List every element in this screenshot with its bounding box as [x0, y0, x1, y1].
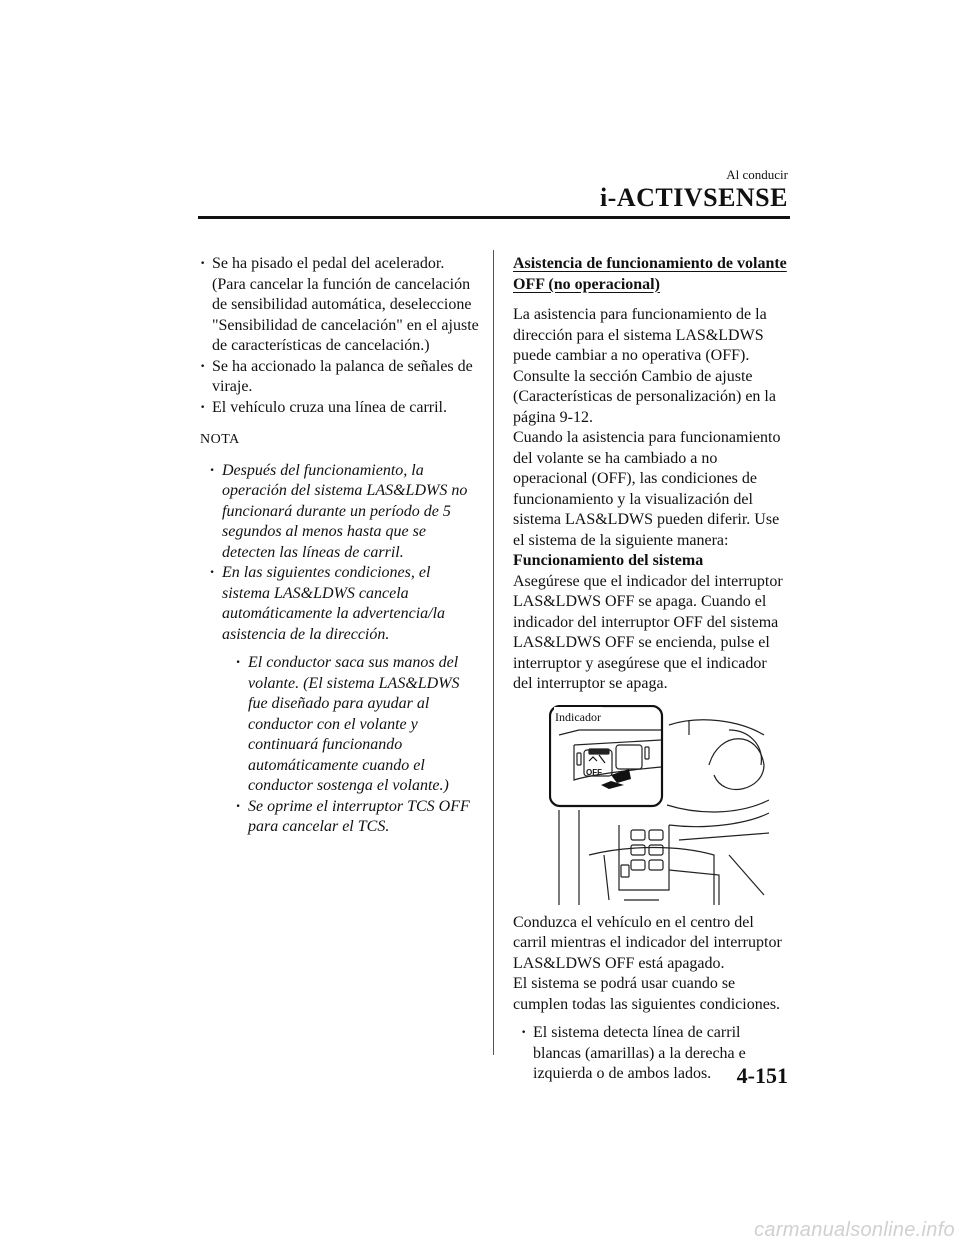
- note-label: NOTA: [200, 432, 240, 447]
- section-title: i-ACTIVSENSE: [599, 183, 788, 212]
- paragraph: El sistema se podrá usar cuando se cumplen todas las siguientes condiciones.: [513, 975, 781, 1013]
- switch-off-text: OFF: [586, 767, 602, 777]
- left-column: [200, 254, 480, 838]
- list-item: · El sistema detecta línea de carril blancas (amarillas) a la derecha e izquierda o de ambos lados.: [521, 1023, 790, 1085]
- section-heading: Asistencia de funcionamiento de volante OFF (no operacional): [513, 255, 787, 293]
- list-item: · Se ha accionado la palanca de señales de viraje.: [200, 357, 480, 398]
- dashboard-illustration: [549, 705, 769, 905]
- section-label: Al conducir: [726, 167, 788, 182]
- paragraph: La asistencia para funcionamiento de la dirección para el sistema LAS&LDWS puede cambiar a no operativa (OFF). Consulte la sección Cambio de ajuste (Características de personalización) en la página 9-12.: [513, 306, 776, 426]
- switch-illustration: [549, 705, 769, 905]
- watermark: carmanualsonline.info: [754, 1219, 955, 1241]
- subheading: Funcionamiento del sistema: [513, 552, 704, 569]
- right-column: [513, 254, 790, 1085]
- note-item: · Después del funcionamiento, la operación del sistema LAS&LDWS no funcionará durante un período de 5 segundos al menos hasta que se detecten las líneas de carril.: [210, 461, 480, 564]
- note-item: · En las siguientes condiciones, el sistema LAS&LDWS cancela automáticamente la advertencia/la asistencia de la dirección.: [210, 563, 480, 645]
- list-item: · El vehículo cruza una línea de carril.: [200, 398, 480, 419]
- header-divider: [198, 216, 790, 219]
- column-divider: [493, 250, 494, 1055]
- list-item: · Se ha pisado el pedal del acelerador. (Para cancelar la función de cancelación de sensibilidad automática, deseleccione "Sensibilidad de cancelación" en el ajuste de características de cancelación.): [200, 254, 480, 357]
- paragraph: Cuando la asistencia para funcionamiento del volante se ha cambiado a no operacional (OFF), las condiciones de funcionamiento y la visualización del sistema LAS&LDWS pueden diferir. Use el sistema de la siguiente manera:: [513, 429, 781, 549]
- paragraph: Conduzca el vehículo en el centro del carril mientras el indicador del interruptor LAS&LDWS OFF está apagado.: [513, 913, 782, 972]
- note-block: [200, 461, 480, 838]
- note-sublist: [210, 653, 480, 838]
- page-number: 4-151: [736, 1063, 788, 1088]
- note-subitem: · El conductor saca sus manos del volante. (El sistema LAS&LDWS fue diseñado para ayudar al conductor con el volante y continuará funcionando automáticamente cuando el conductor sostenga el volante.): [236, 653, 480, 797]
- paragraph: Asegúrese que el indicador del interruptor LAS&LDWS OFF se apaga. Cuando el indicador del interruptor OFF del sistema LAS&LDWS OFF se encienda, pulse el interruptor y asegúrese que el indicador del interruptor se apaga.: [513, 572, 783, 692]
- note-subitem: · Se oprime el interruptor TCS OFF para cancelar el TCS.: [236, 797, 480, 838]
- indicator-label: Indicador: [554, 707, 602, 728]
